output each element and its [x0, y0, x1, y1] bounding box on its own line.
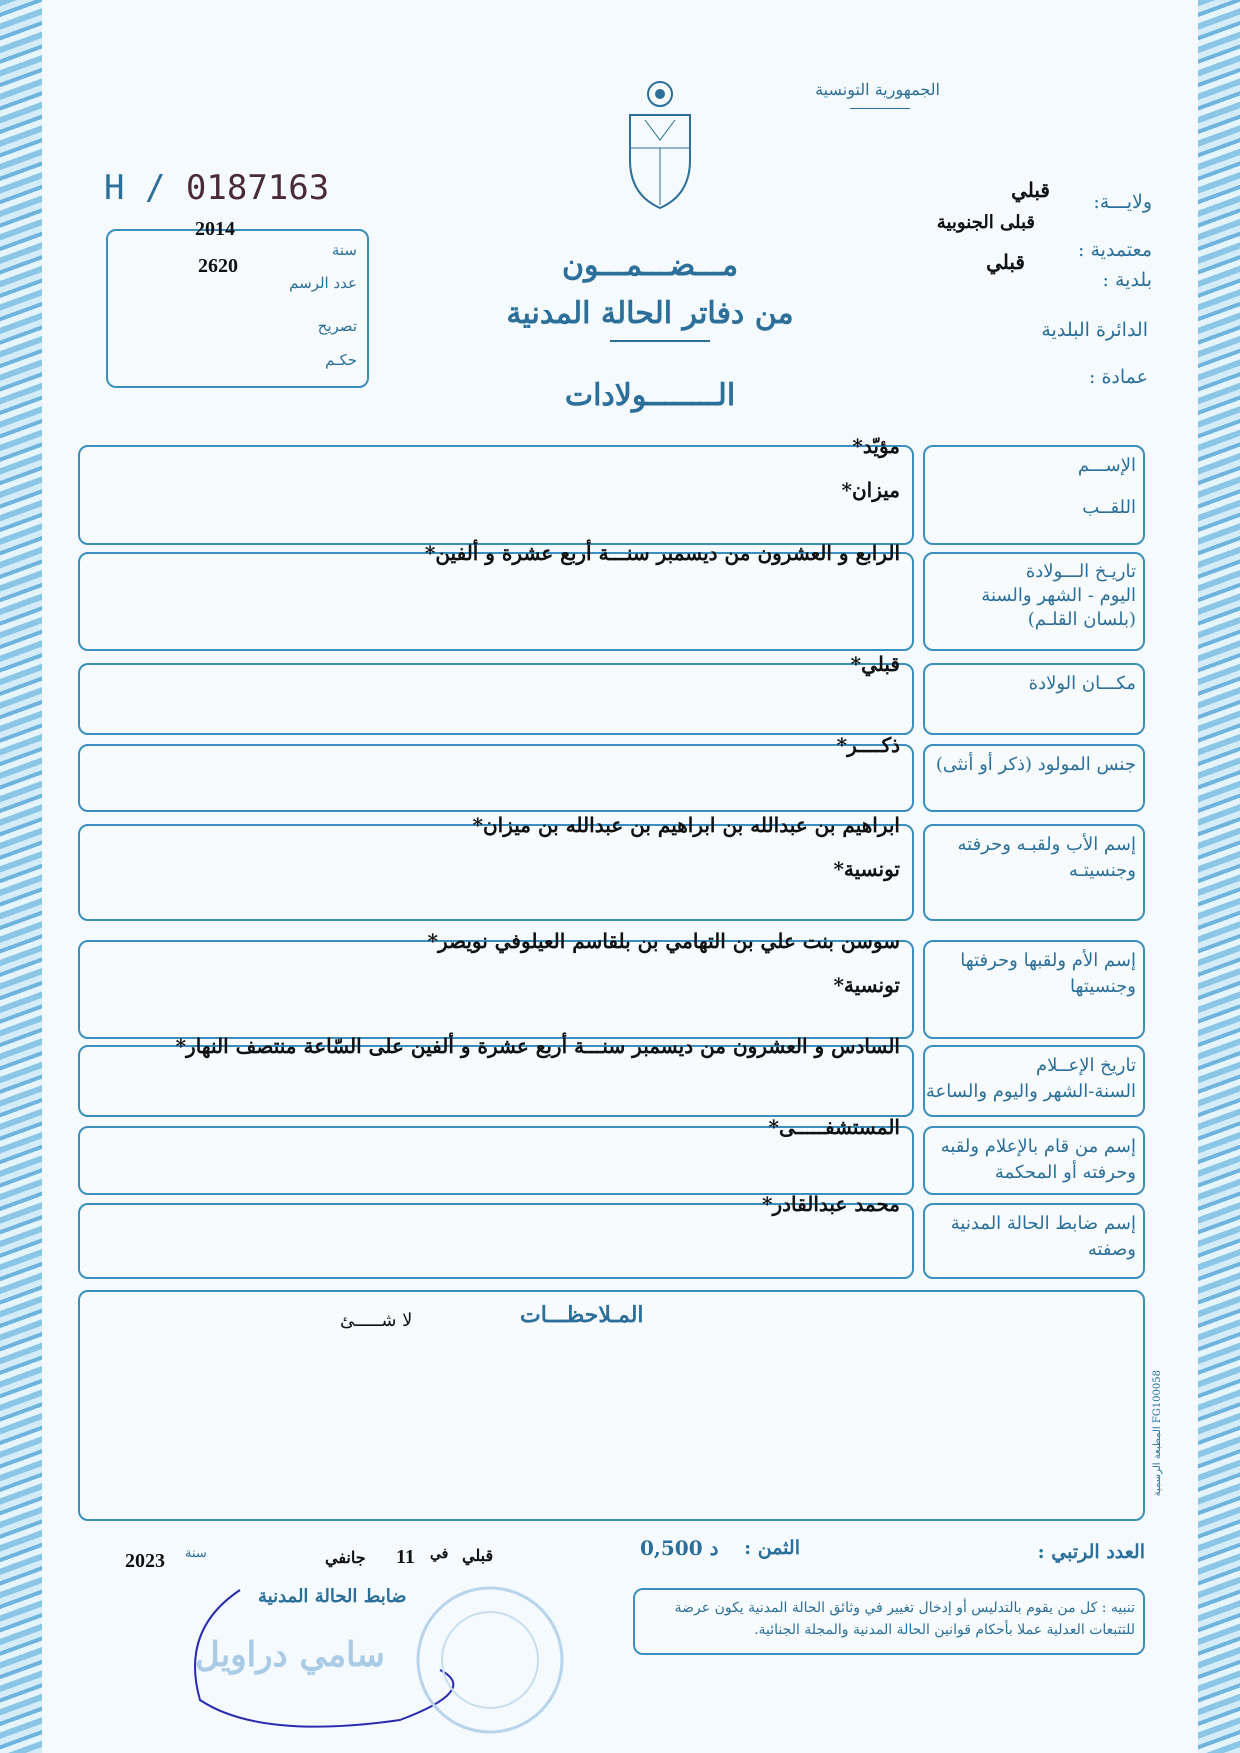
row-label [981, 560, 1136, 632]
row-label-line: وجنسيتها [1070, 976, 1136, 997]
serial-value: 0187163 [185, 168, 330, 208]
tunisia-emblem-icon [620, 80, 700, 210]
row-value: الرابع و العشرون من ديسمبر سنـــة أربع عشرة و ألفين* [424, 541, 900, 565]
row-label-line: إسم من قام بالإعلام ولقبه [940, 1136, 1136, 1157]
title-underline [610, 340, 710, 342]
row-label-line: (بلسان القلـم) [1027, 609, 1136, 630]
issue-month: جانفي [325, 1548, 366, 1567]
governorate-value: قبلي [1011, 178, 1050, 202]
row-label-line: وصفته [1087, 1239, 1136, 1260]
republic-label: الجمهورية التونسية [815, 80, 940, 99]
act-number-label: عدد الرسم [289, 274, 357, 292]
title-births: الــــــــولادات [564, 378, 736, 413]
row-value: ذكــــر* [836, 733, 900, 757]
title-line2: من دفاتر الحالة المدنية [506, 296, 794, 331]
row-label [936, 752, 1136, 778]
row-value-secondary: ميزان* [841, 478, 900, 502]
row-value: قبلي* [850, 652, 900, 676]
remarks-label: المـلاحظـــات [520, 1302, 644, 1328]
serial-prefix: H / [104, 168, 166, 208]
price-label: الثمن : [744, 1537, 800, 1559]
row-label-line: إسم الأب ولقبـه وحرفته [957, 834, 1136, 855]
row-label-line: تاريخ الإعــلام [1036, 1055, 1136, 1076]
remarks-value: لا شـــــئ [340, 1310, 413, 1331]
row-label [960, 948, 1136, 1000]
row-label-line: وحرفته أو المحكمة [994, 1162, 1136, 1183]
year-label: سنة [331, 241, 357, 259]
row-label [1078, 453, 1136, 521]
issue-year: 2023 [125, 1550, 165, 1572]
serial-number [104, 168, 329, 208]
register-act-number: 2620 [198, 255, 238, 277]
declaration-label: تصريح [317, 317, 357, 335]
register-year: 2014 [195, 218, 235, 240]
issue-year-label: سنة [185, 1546, 207, 1561]
row-label [951, 1211, 1136, 1263]
row-value-secondary: تونسية* [833, 857, 900, 881]
row-value: مؤيّد* [852, 434, 900, 458]
row-label-line: جنس المولود (ذكر أو أنثى) [935, 754, 1136, 775]
row-label-line: اليوم - الشهر والسنة [981, 585, 1136, 606]
omda-label: عمادة : [1089, 366, 1148, 388]
printer-mark: المطبعة الرسمية FG100058 [1152, 1370, 1163, 1497]
row-label-line: اللقــب [1082, 497, 1136, 518]
district-label: الدائرة البلدية [1041, 319, 1148, 341]
row-label [957, 832, 1136, 884]
decorative-border-right [1198, 0, 1240, 1753]
row-label-line: وجنسيتـه [1068, 860, 1136, 881]
officer-name-stamp: سامي دراويل [195, 1635, 385, 1675]
title-line1: مـــضـــمـــون [561, 248, 739, 283]
row-value-box [78, 552, 914, 651]
row-value-secondary: تونسية* [833, 973, 900, 997]
delegation-label: معتمدية : [1078, 239, 1152, 261]
price-value: 0,500 د [640, 1536, 719, 1560]
decorative-border-left [0, 0, 42, 1753]
officer-title: ضابط الحالة المدنية [258, 1586, 407, 1607]
delegation-value: قبلى الجنوبية [936, 212, 1035, 233]
in-label: في [430, 1546, 449, 1562]
row-label-line: السنة-الشهر واليوم والساعة [925, 1081, 1136, 1102]
row-value: ابراهيم بن عبدالله بن ابراهيم بن عبدالله بن ميزان* [472, 813, 900, 837]
row-label [1029, 671, 1136, 697]
row-label-line: تاريـخ الـــولادة [1025, 561, 1136, 582]
row-label [926, 1053, 1136, 1105]
governorate-label: ولايـــة: [1093, 191, 1152, 213]
row-label-line: إسم ضابط الحالة المدنية [950, 1213, 1136, 1234]
warning-text: تنبيه : كل من يقوم بالتدليس أو إدخال تغيير في وثائق الحالة المدنية يكون عرضة للتتبعات العدلية عملا بأحكام قوانين الحالة المدنية والمجلة الجنائية. [674, 1600, 1135, 1639]
row-value: السادس و العشرون من ديسمبر سنـــة أربع عشرة و ألفين على السّاعة منتصف النهار* [175, 1034, 900, 1058]
row-value: سوسن بنت علي بن التهامي بن بلقاسم العيلوفي نويصر* [427, 929, 900, 953]
row-label-line: مكـــان الولادة [1028, 673, 1136, 694]
row-value: محمد عبدالقادر* [762, 1192, 900, 1216]
municipality-value: قبلي [986, 250, 1025, 274]
row-label-line: إسم الأم ولقبها وحرفتها [960, 950, 1136, 971]
row-value: المستشفـــــى* [768, 1115, 900, 1139]
divider [850, 108, 910, 109]
signature-and-seal [180, 1570, 600, 1750]
municipality-label: بلدية : [1102, 269, 1152, 291]
judgment-label: حكـم [325, 351, 357, 369]
row-label [941, 1134, 1136, 1186]
issue-place: قبلي [462, 1546, 494, 1565]
row-label-line: الإســـم [1077, 455, 1136, 476]
serial-order-label: العدد الرتبي : [1037, 1541, 1145, 1563]
issue-day: 11 [396, 1546, 415, 1568]
